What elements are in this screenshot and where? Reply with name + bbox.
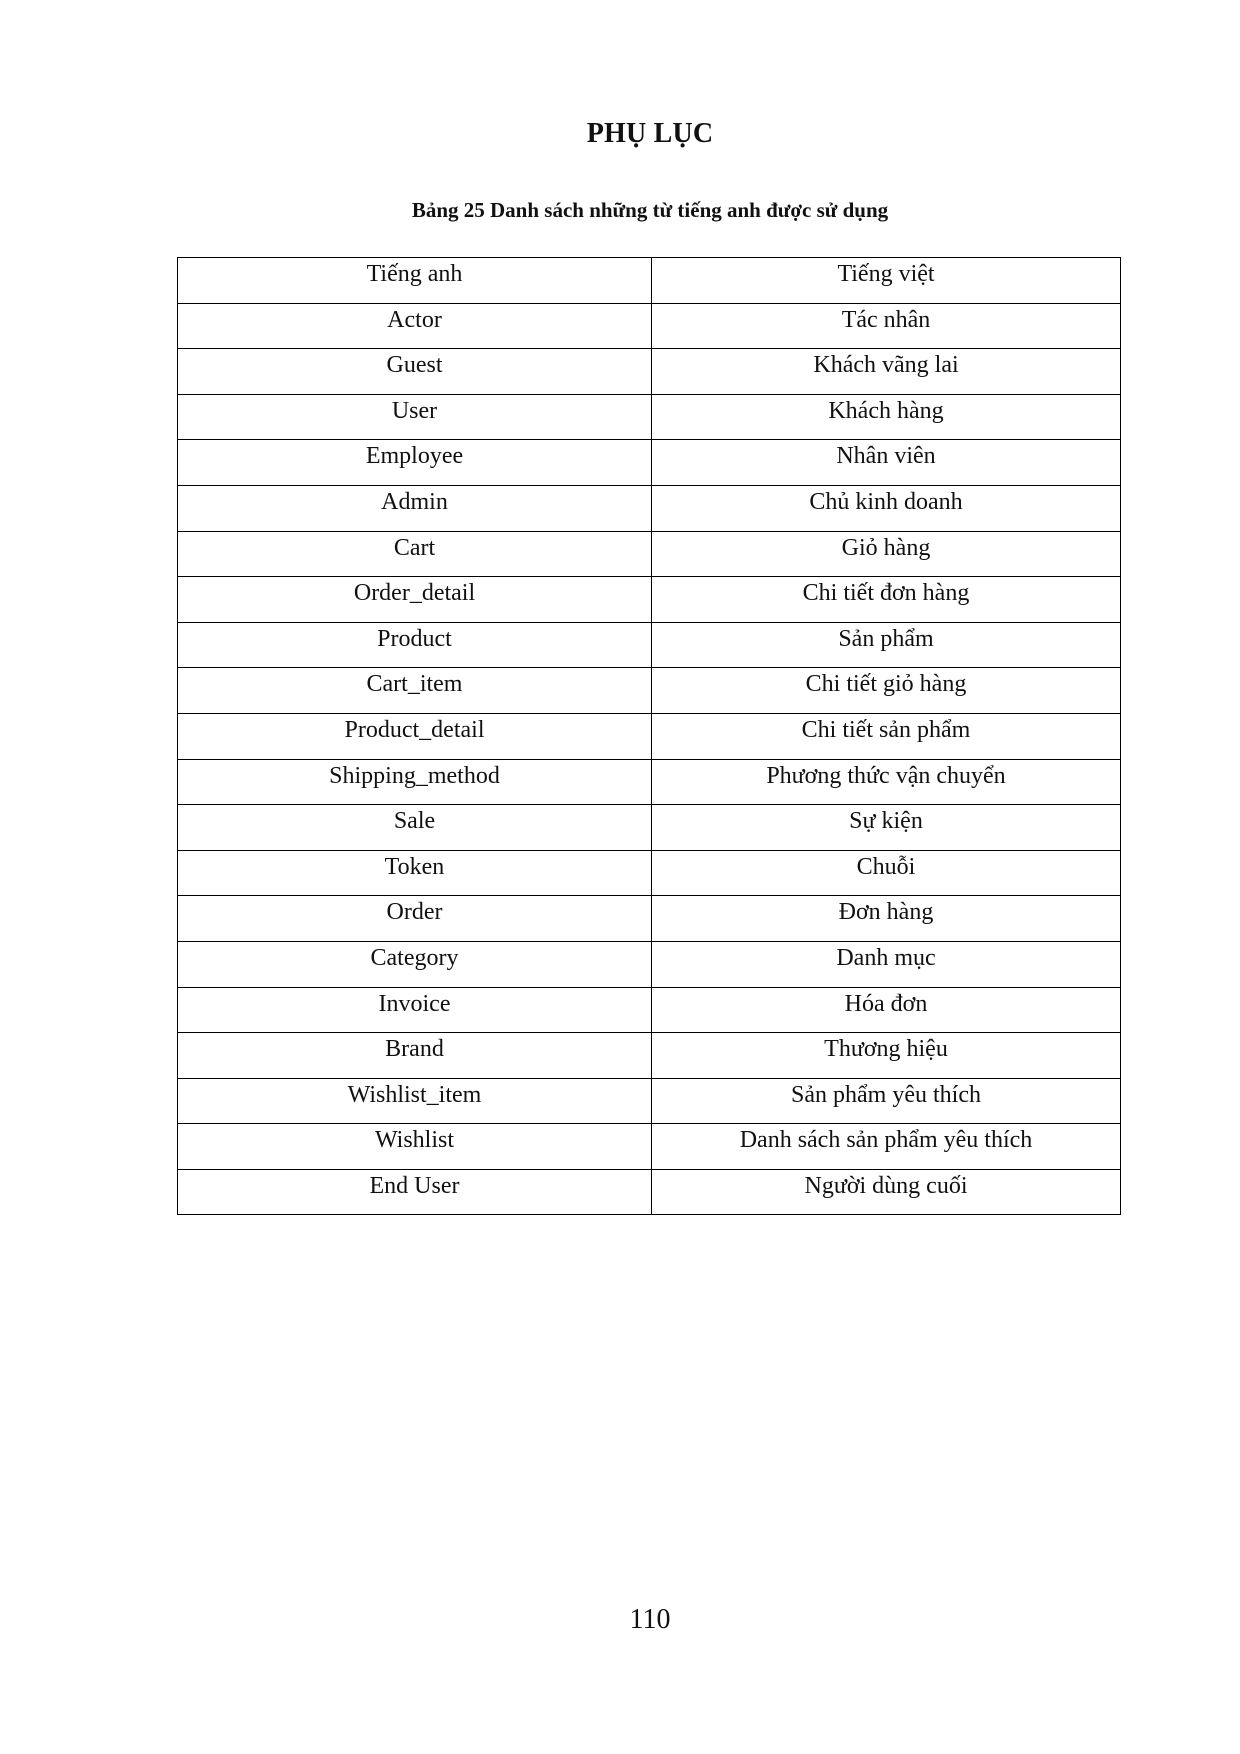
cell-vietnamese: Giỏ hàng bbox=[652, 531, 1121, 577]
cell-english: Shipping_method bbox=[178, 759, 652, 805]
table-row bbox=[178, 1033, 1121, 1079]
table-row bbox=[178, 349, 1121, 395]
cell-vietnamese: Khách hàng bbox=[652, 394, 1121, 440]
cell-english: User bbox=[178, 394, 652, 440]
cell-vietnamese: Chi tiết đơn hàng bbox=[652, 577, 1121, 623]
table-row bbox=[178, 759, 1121, 805]
table-caption: Bảng 25 Danh sách những từ tiếng anh được sử dụng bbox=[411, 198, 889, 222]
cell-vietnamese: Khách vãng lai bbox=[652, 349, 1121, 395]
table-row bbox=[178, 531, 1121, 577]
cell-english: Wishlist bbox=[178, 1124, 652, 1170]
table-row bbox=[178, 668, 1121, 714]
cell-vietnamese: Chi tiết giỏ hàng bbox=[652, 668, 1121, 714]
table-row bbox=[178, 1124, 1121, 1170]
cell-vietnamese: Tác nhân bbox=[652, 303, 1121, 349]
table-row bbox=[178, 577, 1121, 623]
cell-vietnamese: Hóa đơn bbox=[652, 987, 1121, 1033]
cell-vietnamese: Người dùng cuối bbox=[652, 1169, 1121, 1215]
cell-vietnamese: Phương thức vận chuyển bbox=[652, 759, 1121, 805]
table-row bbox=[178, 896, 1121, 942]
cell-vietnamese: Sự kiện bbox=[652, 805, 1121, 851]
cell-english: Sale bbox=[178, 805, 652, 851]
cell-english: Invoice bbox=[178, 987, 652, 1033]
cell-vietnamese: Danh mục bbox=[652, 941, 1121, 987]
cell-english: Brand bbox=[178, 1033, 652, 1079]
cell-english: Actor bbox=[178, 303, 652, 349]
page-title: PHỤ LỤC bbox=[586, 118, 714, 149]
cell-vietnamese: Chủ kinh doanh bbox=[652, 485, 1121, 531]
cell-english: Employee bbox=[178, 440, 652, 486]
page-number: 110 bbox=[629, 1604, 671, 1635]
table-row bbox=[178, 713, 1121, 759]
cell-english: Product_detail bbox=[178, 713, 652, 759]
cell-english: Cart_item bbox=[178, 668, 652, 714]
cell-vietnamese: Danh sách sản phẩm yêu thích bbox=[652, 1124, 1121, 1170]
cell-vietnamese: Chi tiết sản phẩm bbox=[652, 713, 1121, 759]
table-row bbox=[178, 485, 1121, 531]
cell-vietnamese: Sản phẩm bbox=[652, 622, 1121, 668]
table-row bbox=[178, 1169, 1121, 1215]
cell-english: Guest bbox=[178, 349, 652, 395]
vocabulary-table bbox=[177, 257, 1121, 1215]
cell-english: Order bbox=[178, 896, 652, 942]
table-row bbox=[178, 1078, 1121, 1124]
cell-vietnamese: Chuỗi bbox=[652, 850, 1121, 896]
table-row bbox=[178, 987, 1121, 1033]
header-english: Tiếng anh bbox=[178, 258, 652, 304]
cell-english: Token bbox=[178, 850, 652, 896]
cell-english: End User bbox=[178, 1169, 652, 1215]
cell-english: Wishlist_item bbox=[178, 1078, 652, 1124]
table-row bbox=[178, 622, 1121, 668]
cell-english: Order_detail bbox=[178, 577, 652, 623]
cell-english: Cart bbox=[178, 531, 652, 577]
cell-english: Admin bbox=[178, 485, 652, 531]
table-row bbox=[178, 394, 1121, 440]
table-row bbox=[178, 303, 1121, 349]
cell-vietnamese: Đơn hàng bbox=[652, 896, 1121, 942]
cell-english: Product bbox=[178, 622, 652, 668]
cell-vietnamese: Thương hiệu bbox=[652, 1033, 1121, 1079]
table-row bbox=[178, 941, 1121, 987]
cell-english: Category bbox=[178, 941, 652, 987]
table-row bbox=[178, 440, 1121, 486]
table-row bbox=[178, 850, 1121, 896]
cell-vietnamese: Sản phẩm yêu thích bbox=[652, 1078, 1121, 1124]
table-header-row bbox=[178, 258, 1121, 304]
table-row bbox=[178, 805, 1121, 851]
header-vietnamese: Tiếng việt bbox=[652, 258, 1121, 304]
cell-vietnamese: Nhân viên bbox=[652, 440, 1121, 486]
